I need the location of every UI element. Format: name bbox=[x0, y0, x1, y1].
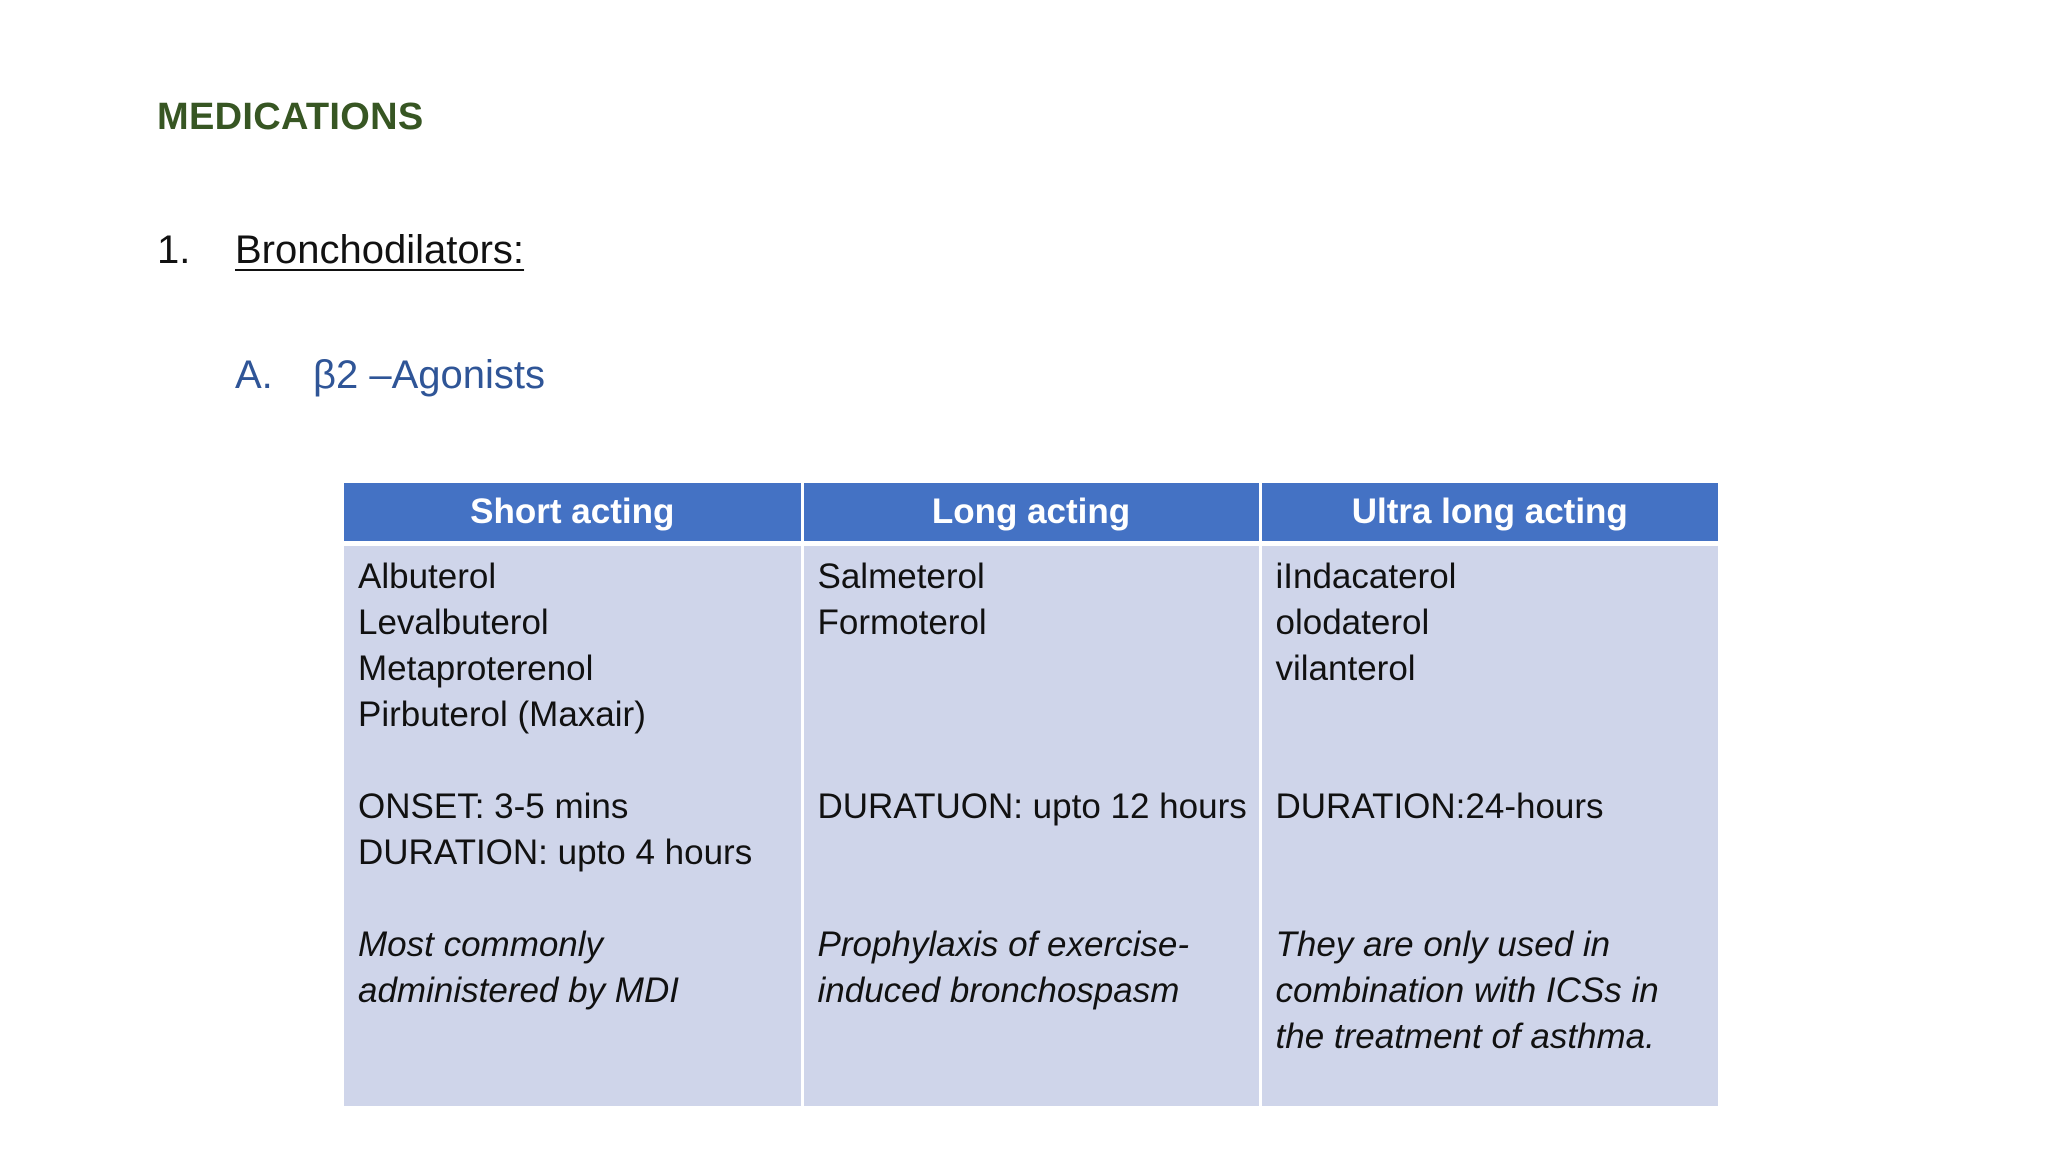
timing-line: DURATUON: upto 12 hours bbox=[817, 787, 1247, 826]
timing-line: DURATION:24-hours bbox=[1275, 787, 1604, 826]
drug-list bbox=[358, 554, 787, 784]
note-line: Most commonly bbox=[358, 925, 604, 964]
usage-note bbox=[358, 922, 787, 1014]
note-line: the treatment of asthma. bbox=[1275, 1017, 1655, 1056]
drug-name: Formoterol bbox=[817, 603, 987, 642]
beta2-agonist-table bbox=[344, 483, 1718, 1106]
drug-name: Levalbuterol bbox=[358, 603, 549, 642]
timing-info bbox=[818, 784, 1245, 922]
sub-item-letter: A. bbox=[235, 353, 273, 397]
header-ultra-long-acting: Ultra long acting bbox=[1260, 483, 1718, 544]
note-line: administered by MDI bbox=[358, 971, 679, 1010]
table-body-row bbox=[344, 544, 1718, 1106]
sub-item-label: β2 –Agonists bbox=[313, 353, 546, 397]
note-line: Prophylaxis of exercise- bbox=[817, 925, 1190, 964]
drug-name: vilanterol bbox=[1275, 649, 1416, 688]
note-line: induced bronchospasm bbox=[817, 971, 1180, 1010]
note-line: combination with ICSs in bbox=[1275, 971, 1659, 1010]
timing-line: ONSET: 3-5 mins bbox=[358, 787, 629, 826]
timing-info bbox=[358, 784, 787, 922]
slide-title: MEDICATIONS bbox=[157, 96, 424, 138]
usage-note bbox=[818, 922, 1245, 1014]
drug-name: Pirbuterol (Maxair) bbox=[358, 695, 646, 734]
list-label: Bronchodilators: bbox=[235, 228, 525, 272]
note-line: They are only used in bbox=[1275, 925, 1611, 964]
timing-info bbox=[1276, 784, 1705, 922]
cell-ultra-long-acting bbox=[1260, 544, 1718, 1106]
table-header-row bbox=[344, 483, 1718, 544]
drug-name: Metaproterenol bbox=[358, 649, 594, 688]
list-number: 1. bbox=[157, 228, 191, 272]
sub-item-beta2-agonists bbox=[235, 353, 545, 398]
list-item-bronchodilators bbox=[157, 228, 524, 273]
drug-name: iIndacaterol bbox=[1275, 557, 1457, 596]
usage-note bbox=[1276, 922, 1705, 1060]
drug-name: Salmeterol bbox=[817, 557, 985, 596]
cell-short-acting bbox=[344, 544, 802, 1106]
header-short-acting: Short acting bbox=[344, 483, 802, 544]
drug-name: Albuterol bbox=[358, 557, 497, 596]
drug-list bbox=[818, 554, 1245, 784]
drug-name: olodaterol bbox=[1275, 603, 1430, 642]
header-long-acting: Long acting bbox=[802, 483, 1260, 544]
cell-long-acting bbox=[802, 544, 1260, 1106]
timing-line: DURATION: upto 4 hours bbox=[358, 833, 753, 872]
drug-list bbox=[1276, 554, 1705, 784]
